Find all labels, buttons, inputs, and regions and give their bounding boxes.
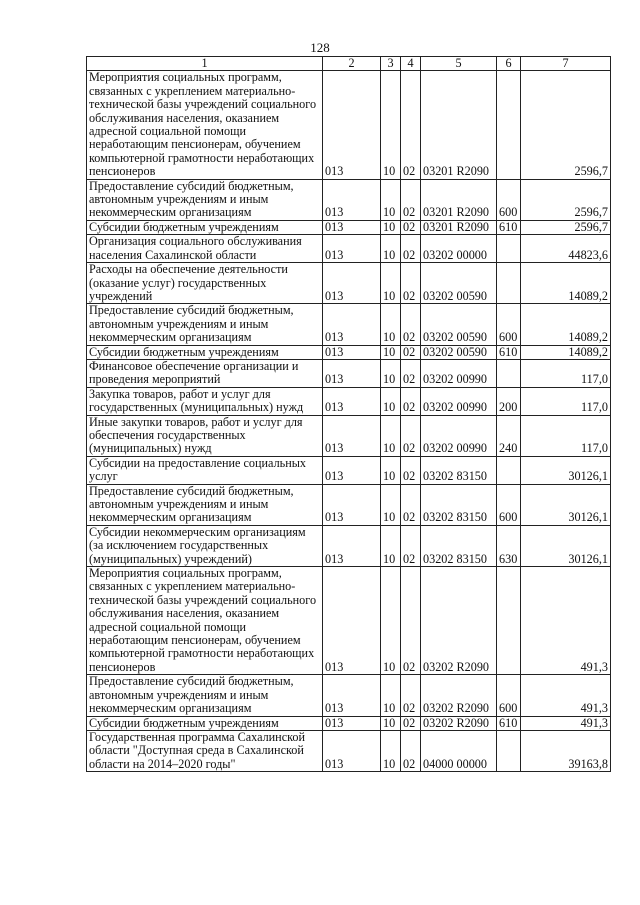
header-col-1: 1 — [87, 57, 323, 71]
row-subsection-cell: 02 — [401, 304, 421, 345]
row-amount-cell: 30126,1 — [521, 484, 611, 525]
table-row — [87, 263, 611, 304]
row-target-cell: 03202 00590 — [421, 345, 497, 359]
row-name-cell: Предоставление субсидий бюджетным, автономным учреждениям и иным некоммерческим организациям — [87, 484, 323, 525]
row-name-cell: Предоставление субсидий бюджетным, автономным учреждениям и иным некоммерческим организациям — [87, 304, 323, 345]
row-name-cell: Расходы на обеспечение деятельности (оказание услуг) государственных учреждений — [87, 263, 323, 304]
row-section-cell: 10 — [381, 71, 401, 179]
row-subsection-cell: 02 — [401, 456, 421, 484]
row-ministry-cell: 013 — [323, 675, 381, 716]
row-name-cell: Субсидии бюджетным учреждениям — [87, 345, 323, 359]
row-subsection-cell: 02 — [401, 484, 421, 525]
row-section-cell: 10 — [381, 456, 401, 484]
row-target-cell: 03202 00990 — [421, 387, 497, 415]
row-amount-cell: 491,3 — [521, 716, 611, 730]
page-number: 128 — [310, 40, 330, 55]
row-section-cell: 10 — [381, 235, 401, 263]
row-ministry-cell: 013 — [323, 304, 381, 345]
row-expense-type-cell: 600 — [497, 675, 521, 716]
row-target-cell: 03201 R2090 — [421, 71, 497, 179]
table-row — [87, 730, 611, 771]
table-row — [87, 359, 611, 387]
row-amount-cell: 491,3 — [521, 675, 611, 716]
row-amount-cell: 30126,1 — [521, 456, 611, 484]
row-section-cell: 10 — [381, 359, 401, 387]
header-col-3: 3 — [381, 57, 401, 71]
row-expense-type-cell: 240 — [497, 415, 521, 456]
row-target-cell: 03202 00590 — [421, 263, 497, 304]
table-row — [87, 716, 611, 730]
header-col-6: 6 — [497, 57, 521, 71]
row-amount-cell: 14089,2 — [521, 345, 611, 359]
row-amount-cell: 2596,7 — [521, 71, 611, 179]
row-subsection-cell: 02 — [401, 179, 421, 220]
header-col-2: 2 — [323, 57, 381, 71]
row-subsection-cell: 02 — [401, 675, 421, 716]
row-amount-cell: 44823,6 — [521, 235, 611, 263]
row-amount-cell: 30126,1 — [521, 525, 611, 566]
row-ministry-cell: 013 — [323, 345, 381, 359]
row-name-cell: Организация социального обслуживания населения Сахалинской области — [87, 235, 323, 263]
row-subsection-cell: 02 — [401, 220, 421, 234]
row-section-cell: 10 — [381, 415, 401, 456]
row-subsection-cell: 02 — [401, 730, 421, 771]
row-ministry-cell: 013 — [323, 415, 381, 456]
header-col-5: 5 — [421, 57, 497, 71]
table-row — [87, 675, 611, 716]
row-subsection-cell: 02 — [401, 415, 421, 456]
row-expense-type-cell — [497, 263, 521, 304]
row-expense-type-cell: 200 — [497, 387, 521, 415]
row-expense-type-cell: 610 — [497, 716, 521, 730]
row-subsection-cell: 02 — [401, 716, 421, 730]
row-section-cell: 10 — [381, 304, 401, 345]
row-target-cell: 04000 00000 — [421, 730, 497, 771]
row-ministry-cell: 013 — [323, 71, 381, 179]
row-target-cell: 03202 R2090 — [421, 567, 497, 675]
row-name-cell: Субсидии некоммерческим организациям (за исключением государственных (муниципальных) учреждений) — [87, 525, 323, 566]
row-ministry-cell: 013 — [323, 235, 381, 263]
row-section-cell: 10 — [381, 730, 401, 771]
table-row — [87, 456, 611, 484]
row-ministry-cell: 013 — [323, 730, 381, 771]
row-section-cell: 10 — [381, 179, 401, 220]
row-target-cell: 03202 00000 — [421, 235, 497, 263]
row-amount-cell: 2596,7 — [521, 179, 611, 220]
row-ministry-cell: 013 — [323, 716, 381, 730]
row-amount-cell: 491,3 — [521, 567, 611, 675]
row-ministry-cell: 013 — [323, 456, 381, 484]
row-amount-cell: 117,0 — [521, 359, 611, 387]
row-ministry-cell: 013 — [323, 220, 381, 234]
row-name-cell: Субсидии на предоставление социальных услуг — [87, 456, 323, 484]
table-row — [87, 415, 611, 456]
table-row — [87, 304, 611, 345]
row-subsection-cell: 02 — [401, 567, 421, 675]
row-amount-cell: 39163,8 — [521, 730, 611, 771]
header-col-7: 7 — [521, 57, 611, 71]
row-name-cell: Иные закупки товаров, работ и услуг для обеспечения государственных (муниципальных) нужд — [87, 415, 323, 456]
row-subsection-cell: 02 — [401, 235, 421, 263]
row-section-cell: 10 — [381, 484, 401, 525]
row-name-cell: Мероприятия социальных программ, связанных с укреплением материально-технической базы учреждений социального обслуживания населения, оказанием адресной социальной помощи неработающим пенсионерам, обучением компьютерной грамотности неработающих пенсионеров — [87, 567, 323, 675]
row-name-cell: Предоставление субсидий бюджетным, автономным учреждениям и иным некоммерческим организациям — [87, 675, 323, 716]
table-row — [87, 525, 611, 566]
row-ministry-cell: 013 — [323, 179, 381, 220]
row-subsection-cell: 02 — [401, 387, 421, 415]
row-section-cell: 10 — [381, 525, 401, 566]
table-row — [87, 387, 611, 415]
header-row — [87, 57, 611, 71]
row-ministry-cell: 013 — [323, 359, 381, 387]
row-target-cell: 03202 R2090 — [421, 675, 497, 716]
row-section-cell: 10 — [381, 567, 401, 675]
row-subsection-cell: 02 — [401, 525, 421, 566]
row-target-cell: 03201 R2090 — [421, 179, 497, 220]
row-target-cell: 03202 83150 — [421, 484, 497, 525]
table-row — [87, 71, 611, 179]
row-target-cell: 03202 00990 — [421, 359, 497, 387]
row-name-cell: Субсидии бюджетным учреждениям — [87, 220, 323, 234]
table-row — [87, 220, 611, 234]
row-section-cell: 10 — [381, 220, 401, 234]
row-expense-type-cell: 600 — [497, 484, 521, 525]
table-row — [87, 235, 611, 263]
row-subsection-cell: 02 — [401, 345, 421, 359]
table-row — [87, 345, 611, 359]
row-section-cell: 10 — [381, 345, 401, 359]
row-expense-type-cell: 600 — [497, 304, 521, 345]
row-amount-cell: 14089,2 — [521, 263, 611, 304]
row-target-cell: 03202 83150 — [421, 525, 497, 566]
row-name-cell: Закупка товаров, работ и услуг для государственных (муниципальных) нужд — [87, 387, 323, 415]
row-expense-type-cell — [497, 730, 521, 771]
row-target-cell: 03202 83150 — [421, 456, 497, 484]
table-body — [87, 71, 611, 772]
row-expense-type-cell — [497, 567, 521, 675]
row-amount-cell: 2596,7 — [521, 220, 611, 234]
table-row — [87, 484, 611, 525]
row-expense-type-cell — [497, 235, 521, 263]
row-subsection-cell: 02 — [401, 359, 421, 387]
table-row — [87, 567, 611, 675]
row-expense-type-cell: 630 — [497, 525, 521, 566]
row-section-cell: 10 — [381, 716, 401, 730]
row-ministry-cell: 013 — [323, 525, 381, 566]
table-row — [87, 179, 611, 220]
row-section-cell: 10 — [381, 387, 401, 415]
row-ministry-cell: 013 — [323, 387, 381, 415]
row-subsection-cell: 02 — [401, 71, 421, 179]
row-ministry-cell: 013 — [323, 484, 381, 525]
row-expense-type-cell: 610 — [497, 220, 521, 234]
row-target-cell: 03202 00590 — [421, 304, 497, 345]
row-section-cell: 10 — [381, 675, 401, 716]
row-expense-type-cell — [497, 359, 521, 387]
row-expense-type-cell: 610 — [497, 345, 521, 359]
row-target-cell: 03202 R2090 — [421, 716, 497, 730]
row-amount-cell: 117,0 — [521, 387, 611, 415]
row-name-cell: Предоставление субсидий бюджетным, автономным учреждениям и иным некоммерческим организациям — [87, 179, 323, 220]
row-name-cell: Государственная программа Сахалинской области "Доступная среда в Сахалинской области на 2014–2020 годы" — [87, 730, 323, 771]
row-amount-cell: 14089,2 — [521, 304, 611, 345]
row-target-cell: 03202 00990 — [421, 415, 497, 456]
row-expense-type-cell: 600 — [497, 179, 521, 220]
row-expense-type-cell — [497, 71, 521, 179]
row-ministry-cell: 013 — [323, 567, 381, 675]
row-subsection-cell: 02 — [401, 263, 421, 304]
row-expense-type-cell — [497, 456, 521, 484]
row-name-cell: Субсидии бюджетным учреждениям — [87, 716, 323, 730]
row-name-cell: Финансовое обеспечение организации и проведения мероприятий — [87, 359, 323, 387]
row-name-cell: Мероприятия социальных программ, связанных с укреплением материально-технической базы учреждений социального обслуживания населения, оказанием адресной социальной помощи неработающим пенсионерам, обучением компьютерной грамотности неработающих пенсионеров — [87, 71, 323, 179]
row-amount-cell: 117,0 — [521, 415, 611, 456]
budget-table — [86, 56, 611, 772]
header-col-4: 4 — [401, 57, 421, 71]
row-target-cell: 03201 R2090 — [421, 220, 497, 234]
row-ministry-cell: 013 — [323, 263, 381, 304]
row-section-cell: 10 — [381, 263, 401, 304]
